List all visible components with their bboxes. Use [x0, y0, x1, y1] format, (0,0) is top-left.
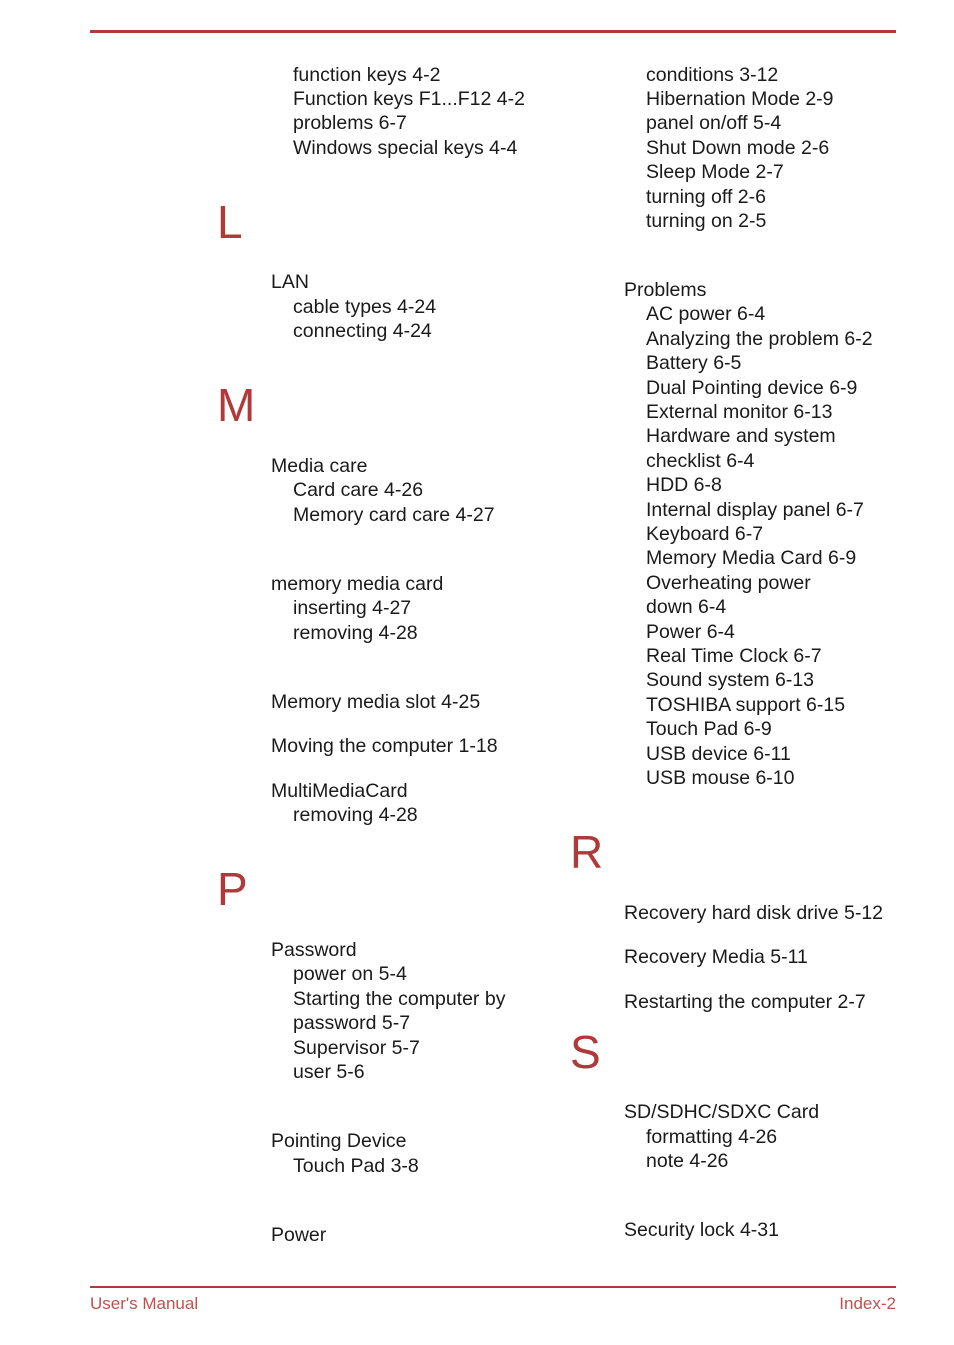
index-subentry: function keys 4-2 — [293, 64, 441, 86]
index-entry: Power — [271, 1224, 327, 1246]
section-letter-p: P — [217, 863, 248, 915]
index-subentry: removing 4-28 — [293, 622, 418, 644]
index-subentry: Supervisor 5-7 — [293, 1037, 420, 1059]
index-subentry: Shut Down mode 2-6 — [646, 137, 830, 159]
index-subentry: connecting 4-24 — [293, 320, 432, 342]
index-subentry: problems 6-7 — [293, 112, 407, 134]
index-subentry: TOSHIBA support 6-15 — [646, 694, 846, 716]
index-subentry: USB mouse 6-10 — [646, 767, 795, 789]
index-subentry: formatting 4-26 — [646, 1126, 778, 1148]
index-subentry: Hardware and system — [646, 425, 836, 447]
index-entry: Media care — [271, 455, 368, 477]
index-subentry: Hibernation Mode 2-9 — [646, 88, 834, 110]
index-entry: Security lock 4-31 — [624, 1219, 779, 1241]
index-subentry: USB device 6-11 — [646, 743, 791, 765]
index-subentry: turning off 2-6 — [646, 186, 766, 208]
index-subentry: Sound system 6-13 — [646, 669, 815, 691]
index-entry: Pointing Device — [271, 1130, 407, 1152]
index-subentry: AC power 6-4 — [646, 303, 766, 325]
index-subentry: power on 5-4 — [293, 963, 407, 985]
index-subentry: note 4-26 — [646, 1150, 729, 1172]
index-subentry: turning on 2-5 — [646, 210, 767, 232]
index-subentry: Sleep Mode 2-7 — [646, 161, 784, 183]
index-entry: memory media card — [271, 573, 444, 595]
index-subentry: Power 6-4 — [646, 621, 735, 643]
index-subentry: Battery 6-5 — [646, 352, 742, 374]
index-subentry: Memory Media Card 6-9 — [646, 547, 857, 569]
section-letter-r: R — [570, 826, 604, 878]
index-subentry: conditions 3-12 — [646, 64, 779, 86]
index-subentry: Overheating power — [646, 572, 811, 594]
index-subentry: user 5-6 — [293, 1061, 365, 1083]
index-subentry: Memory card care 4-27 — [293, 504, 495, 526]
index-subentry: Touch Pad 6-9 — [646, 718, 772, 740]
index-subentry: removing 4-28 — [293, 804, 418, 826]
index-entry: Restarting the computer 2-7 — [624, 991, 866, 1013]
index-subentry: inserting 4-27 — [293, 597, 412, 619]
index-subentry: Function keys F1...F12 4-2 — [293, 88, 525, 110]
index-entry: Memory media slot 4-25 — [271, 691, 481, 713]
footer-page-number: Index-2 — [839, 1294, 896, 1313]
bottom-rule — [90, 1286, 896, 1288]
index-subentry: Keyboard 6-7 — [646, 523, 764, 545]
index-entry: SD/SDHC/SDXC Card — [624, 1101, 820, 1123]
index-subentry: Internal display panel 6-7 — [646, 499, 864, 521]
section-letter-m: M — [217, 379, 256, 431]
index-subentry: checklist 6-4 — [646, 450, 755, 472]
index-subentry: Touch Pad 3-8 — [293, 1155, 419, 1177]
index-subentry: down 6-4 — [646, 596, 727, 618]
section-letter-l: L — [217, 196, 243, 248]
index-entry: MultiMediaCard — [271, 780, 408, 802]
index-subentry: Starting the computer by — [293, 988, 506, 1010]
index-subentry: cable types 4-24 — [293, 296, 437, 318]
index-subentry: Real Time Clock 6-7 — [646, 645, 822, 667]
index-entry: Problems — [624, 279, 707, 301]
index-subentry: panel on/off 5-4 — [646, 112, 782, 134]
index-entry: Password — [271, 939, 357, 961]
index-entry: LAN — [271, 271, 309, 293]
index-subentry: password 5-7 — [293, 1012, 411, 1034]
section-letter-s: S — [570, 1026, 601, 1078]
index-subentry: External monitor 6-13 — [646, 401, 833, 423]
top-rule — [90, 30, 896, 33]
index-entry: Recovery Media 5-11 — [624, 946, 808, 968]
footer-manual-title: User's Manual — [90, 1294, 199, 1313]
index-entry: Moving the computer 1-18 — [271, 735, 498, 757]
index-subentry: HDD 6-8 — [646, 474, 722, 496]
index-subentry: Windows special keys 4-4 — [293, 137, 518, 159]
index-subentry: Analyzing the problem 6-2 — [646, 328, 873, 350]
index-subentry: Card care 4-26 — [293, 479, 424, 501]
index-entry: Recovery hard disk drive 5-12 — [624, 902, 884, 924]
index-subentry: Dual Pointing device 6-9 — [646, 377, 858, 399]
